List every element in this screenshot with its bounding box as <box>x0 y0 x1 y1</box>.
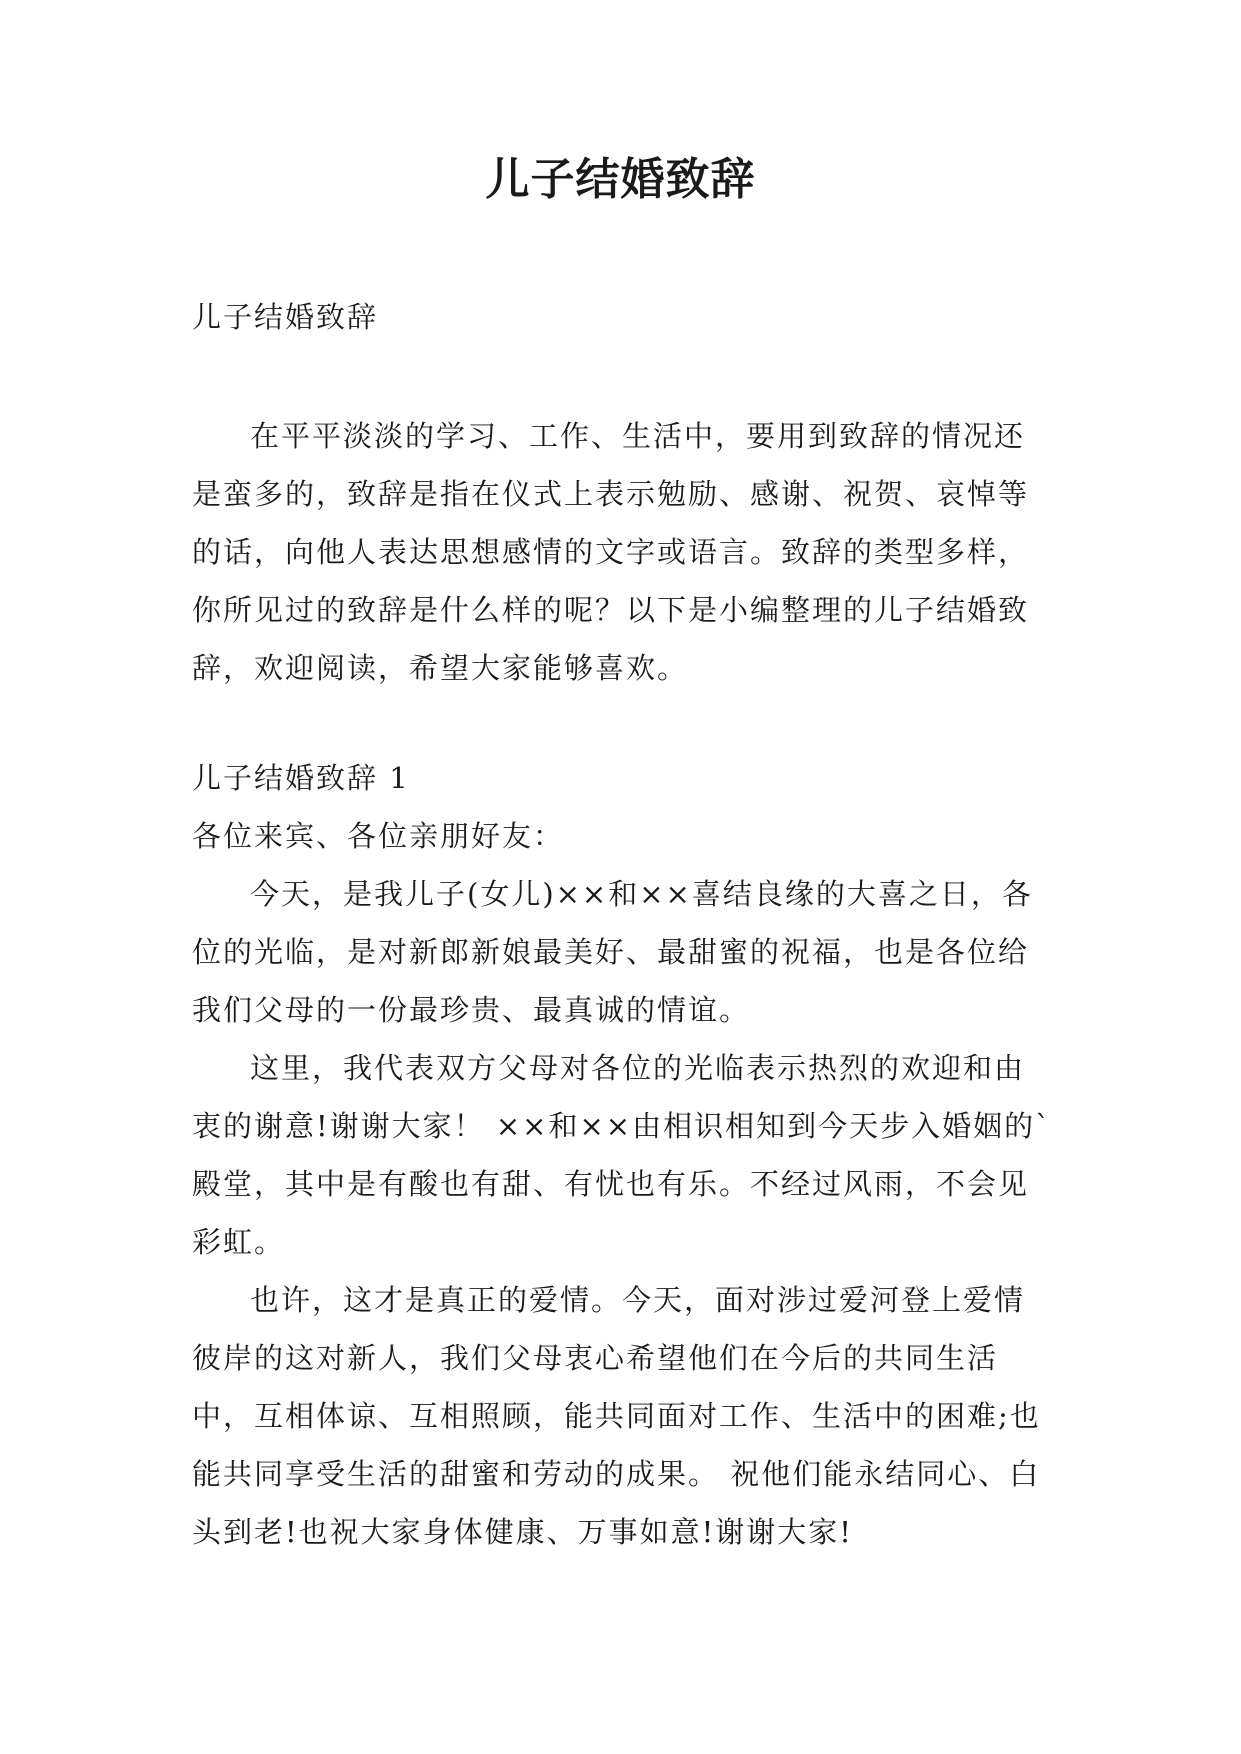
document-subtitle: 儿子结婚致辞 <box>192 300 379 334</box>
section-heading: 儿子结婚致辞 1 <box>192 761 410 795</box>
document-title: 儿子结婚致辞 <box>485 154 756 205</box>
body-paragraph: 也许，这才是真正的爱情。今天，面对涉过爱河登上爱情彼岸的这对新人，我们父母衷心希望他们在今后的共同生活中，互相体谅、互相照顾，能共同面对工作、生活中的困难;也能共同享受生活的甜蜜和劳动的成果。 祝他们能永结同心、白头到老!也祝大家身体健康、万事如意!谢谢大家! <box>192 1283 1041 1549</box>
salutation: 各位来宾、各位亲朋好友： <box>192 819 565 853</box>
intro-paragraph: 在平平淡淡的学习、工作、生活中，要用到致辞的情况还是蛮多的，致辞是指在仪式上表示勉励、感谢、祝贺、哀悼等的话，向他人表达思想感情的文字或语言。致辞的类型多样，你所见过的致辞是什么样的呢？以下是小编整理的儿子结婚致辞，欢迎阅读，希望大家能够喜欢。 <box>192 419 1030 685</box>
body-paragraph: 这里，我代表双方父母对各位的光临表示热烈的欢迎和由衷的谢意!谢谢大家！ ××和××由相识相知到今天步入婚姻的`殿堂，其中是有酸也有甜、有忧也有乐。不经过风雨，不会见彩虹。 <box>192 1051 1052 1259</box>
body-paragraph: 今天，是我儿子(女儿)××和××喜结良缘的大喜之日，各位的光临，是对新郎新娘最美好、最甜蜜的祝福，也是各位给我们父母的一份最珍贵、最真诚的情谊。 <box>192 877 1033 1027</box>
